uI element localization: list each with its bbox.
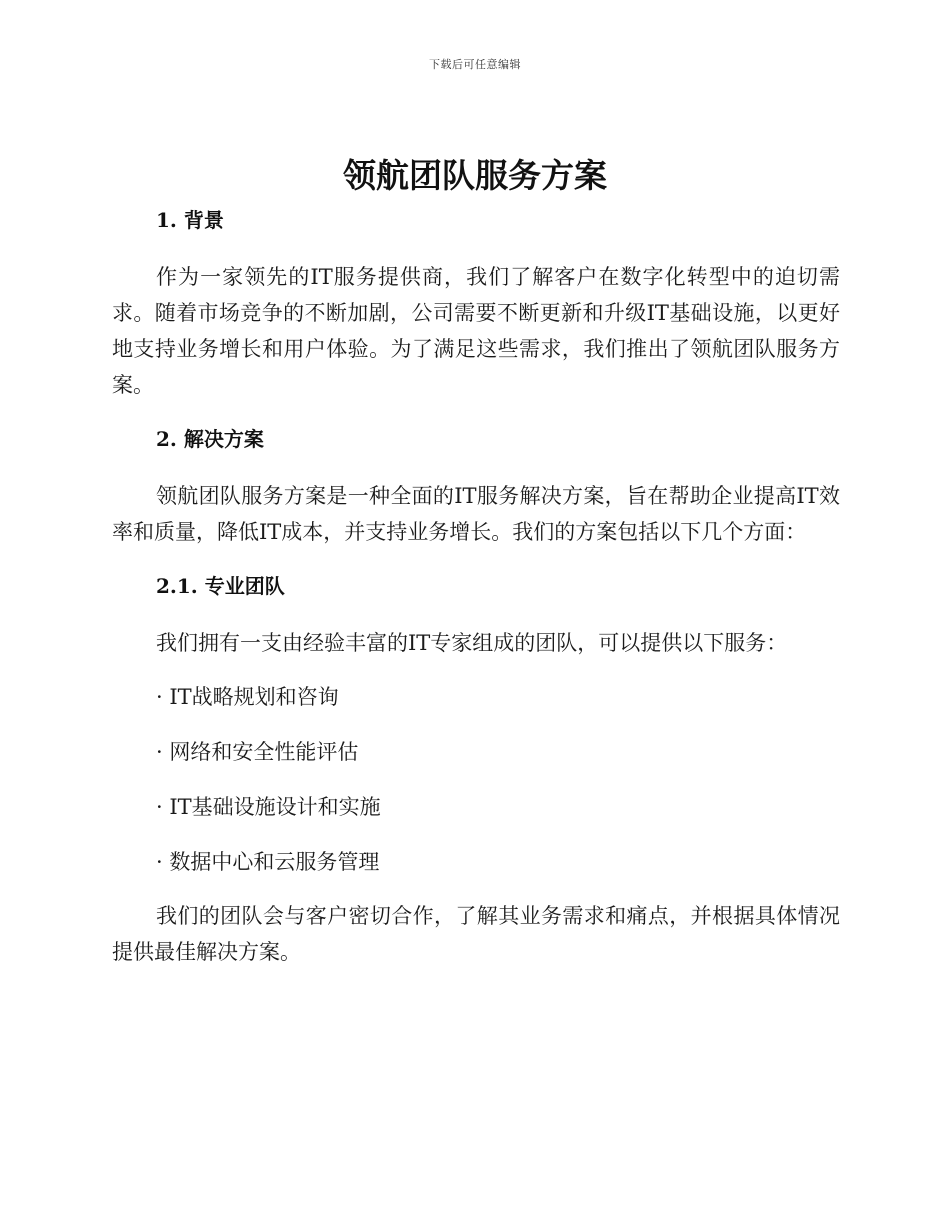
document-title: 领航团队服务方案 <box>343 156 607 195</box>
list-item: · IT基础设施设计和实施 <box>156 795 381 819</box>
team-closing-paragraph: 我们的团队会与客户密切合作，了解其业务需求和痛点，并根据具体情况提供最佳解决方案。 <box>112 904 840 964</box>
list-item: · IT战略规划和咨询 <box>156 685 339 709</box>
solution-paragraph: 领航团队服务方案是一种全面的IT服务解决方案，旨在帮助企业提高IT效率和质量，降低IT成本，并支持业务增长。我们的方案包括以下几个方面： <box>112 484 840 544</box>
list-item: · 数据中心和云服务管理 <box>156 850 380 874</box>
section-heading-team: 2.1. 专业团队 <box>156 574 285 598</box>
list-item: · 网络和安全性能评估 <box>156 740 359 764</box>
section-heading-background: 1. 背景 <box>156 208 224 232</box>
team-intro-paragraph: 我们拥有一支由经验丰富的IT专家组成的团队，可以提供以下服务： <box>156 631 788 655</box>
document-body <box>112 204 840 970</box>
page-header-note: 下载后可任意编辑 <box>429 58 521 71</box>
section-heading-solution: 2. 解决方案 <box>156 427 264 451</box>
background-paragraph: 作为一家领先的IT服务提供商，我们了解客户在数字化转型中的迫切需求。随着市场竞争的不断加剧，公司需要不断更新和升级IT基础设施，以更好地支持业务增长和用户体验。为了满足这些需求，我们推出了领航团队服务方案。 <box>112 265 840 397</box>
